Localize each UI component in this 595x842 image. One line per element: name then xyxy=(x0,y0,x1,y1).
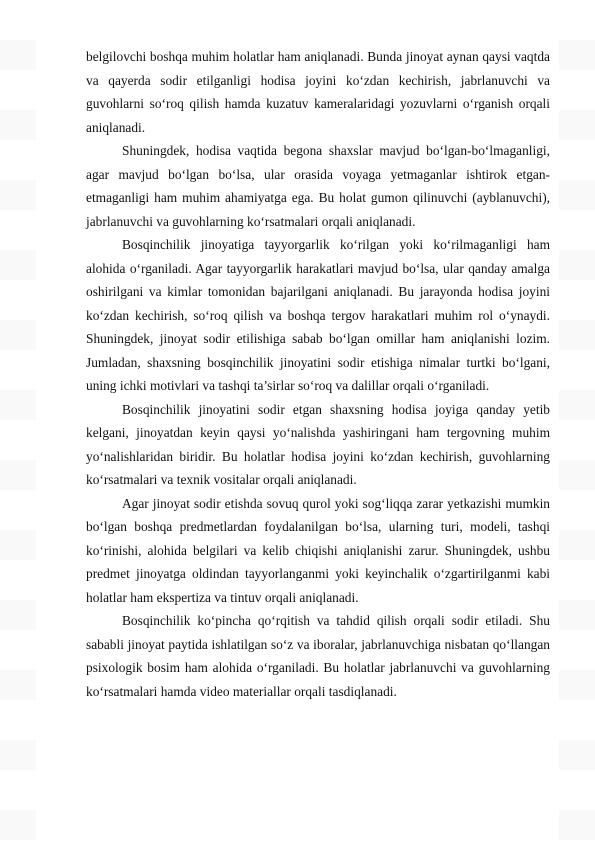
paragraph-1: belgilovchi boshqa muhim holatlar ham aniqlanadi. Bunda jinoyat aynan qaysi vaqtda va qayerda sodir etilganligi hodisa joyini ko‘zdan kechirish, jabrlanuvchi va guvohlarni so‘roq qilish hamda kuzatuv kameralaridagi yozuvlarni o‘rganish orqali aniqlanadi. xyxy=(86,49,550,135)
paragraph-4: Bosqinchilik jinoyatini sodir etgan shaxsning hodisa joyiga qanday yetib kelgani, jinoyatdan keyin qaysi yo‘nalishda yashiringani ham tergovning muhim yo‘nalishlaridan biridir. Bu holatlar hodisa joyini ko‘zdan kechirish, guvohlarning ko‘rsatmalari va texnik vositalar orqali aniqlanadi. xyxy=(86,401,550,487)
paragraph-2: Shuningdek, hodisa vaqtida begona shaxslar mavjud bo‘lgan-bo‘lmaganligi, agar mavjud bo‘lgan bo‘lsa, ular orasida voyaga yetmaganlar ishtirok etgan-etmaganligi ham muhim ahamiyatga ega. Bu holat gumon qilinuvchi (ayblanuvchi), jabrlanuvchi va guvohlarning ko‘rsatmalari orqali aniqlanadi. xyxy=(86,143,550,229)
watermark-left-strip xyxy=(0,0,36,842)
body-text xyxy=(86,45,550,703)
paragraph-6: Bosqinchilik ko‘pincha qo‘rqitish va tahdid qilish orqali sodir etiladi. Shu sababli jinoyat paytida ishlatilgan so‘z va iboralar, jabrlanuvchiga nisbatan qo‘llangan psixologik bosim ham alohida o‘rganiladi. Bu holatlar jabrlanuvchi va guvohlarning ko‘rsatmalari hamda video materiallar orqali tasdiqlanadi. xyxy=(86,613,550,699)
paragraph-3: Bosqinchilik jinoyatiga tayyorgarlik ko‘rilgan yoki ko‘rilmaganligi ham alohida o‘rganiladi. Agar tayyorgarlik harakatlari mavjud bo‘lsa, ular qanday amalga oshirilgani va kimlar tomonidan bajarilgani aniqlanadi. Bu jarayonda hodisa joyini ko‘zdan kechirish, so‘roq qilish va boshqa tergov harakatlari muhim rol o‘ynaydi. Shuningdek, jinoyat sodir etilishiga sabab bo‘lgan omillar ham aniqlanishi lozim. Jumladan, shaxsning bosqinchilik jinoyatini sodir etishiga nimalar turtki bo‘lgani, uning ichki motivlari va tashqi ta’sirlar so‘roq va dalillar orqali o‘rganiladi. xyxy=(86,237,550,393)
paragraph-5: Agar jinoyat sodir etishda sovuq qurol yoki sog‘liqqa zarar yetkazishi mumkin bo‘lgan boshqa predmetlardan foydalanilgan bo‘lsa, ularning turi, modeli, tashqi ko‘rinishi, alohida belgilari va kelib chiqishi aniqlanishi zarur. Shuningdek, ushbu predmet jinoyatga oldindan tayyorlanganmi yoki keyinchalik o‘zgartirilganmi kabi holatlar ham ekspertiza va tintuv orqali aniqlanadi. xyxy=(86,495,550,605)
watermark-right-strip xyxy=(559,0,595,842)
